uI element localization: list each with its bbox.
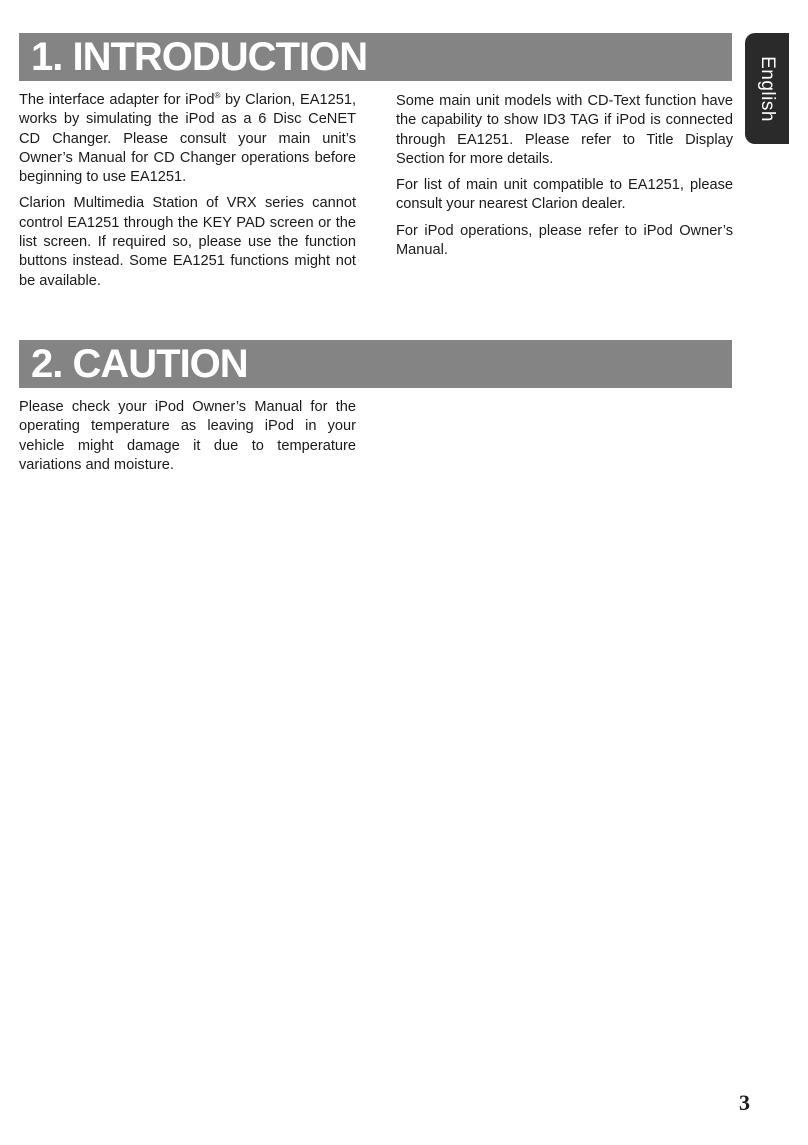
caution-column [19, 398, 356, 482]
registered-mark: ® [214, 91, 221, 101]
introduction-paragraph-5: For iPod operations, please refer to iPod Owner’s Manual. [396, 222, 733, 259]
introduction-right-column [396, 92, 733, 267]
introduction-left-column [19, 91, 356, 298]
introduction-paragraph-4: For list of main unit compatible to EA1251, please consult your nearest Clarion dealer. [396, 177, 733, 213]
introduction-paragraph-3: Some main unit models with CD-Text function have the capability to show ID3 TAG if iPod is connected through EA1251. Please refer to Title Display Section for more details. [396, 93, 733, 167]
language-tab-label: English [757, 55, 778, 122]
caution-paragraph-1: Please check your iPod Owner’s Manual for the operating temperature as leaving iPod in your vehicle might damage it due to temperature variations and moisture. [19, 399, 356, 473]
introduction-paragraph-2: Clarion Multimedia Station of VRX series cannot control EA1251 through the KEY PAD screen or the list screen. If required so, please use the function buttons instead. Some EA1251 functions might not be available. [19, 195, 356, 289]
paragraph-1-end: by Clarion, EA1251, works by simulating the iPod as a 6 Disc CeNET CD Changer. Please consult your main unit’s Owner’s Manual for CD Changer operations before beginning to use EA1251. [19, 92, 356, 186]
language-tab [745, 33, 789, 144]
introduction-paragraph-1 [19, 91, 356, 187]
section-title-introduction: 1. INTRODUCTION [19, 33, 732, 81]
section-title-caution: 2. CAUTION [19, 340, 732, 388]
page-number: 3 [739, 1090, 750, 1115]
paragraph-1-start: The interface adapter for iPod [19, 92, 215, 108]
